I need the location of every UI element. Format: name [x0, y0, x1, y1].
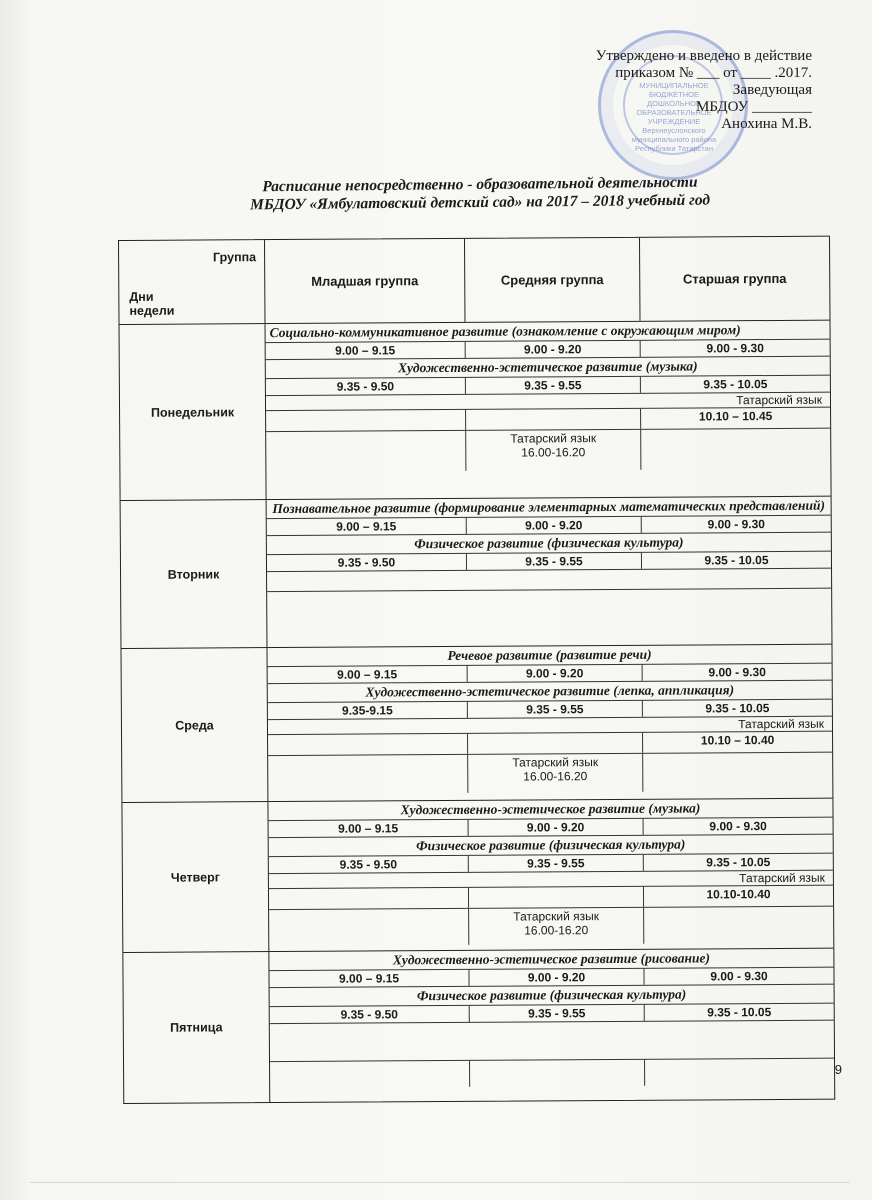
- header-days-label-1: Дни: [129, 289, 154, 304]
- time-senior: 9.00 - 9.30: [709, 819, 767, 834]
- time-junior: 9.35 - 9.50: [270, 1006, 470, 1023]
- title-line-1: Расписание непосредственно - образовательной деятельности: [262, 173, 698, 196]
- tatar-afternoon-middle: [469, 908, 644, 945]
- header-corner-cell: [119, 240, 266, 324]
- empty-cell: [268, 734, 468, 755]
- approval-block: [552, 48, 812, 133]
- empty-cell: [641, 429, 830, 470]
- document-title: [120, 172, 840, 216]
- day-block-monday: [120, 321, 831, 501]
- tatar-afternoon-row: [269, 907, 833, 946]
- header-junior-group: Младшая группа: [265, 239, 466, 323]
- header-middle-group: Средняя группа: [465, 238, 641, 322]
- empty-cell: [266, 410, 466, 431]
- day-rows-friday: [269, 949, 834, 1102]
- empty-cell: [269, 888, 469, 909]
- time-senior: 9.35 - 10.05: [707, 1005, 772, 1020]
- time-junior: 9.35-9.15: [268, 702, 468, 719]
- time-senior: 9.00 - 9.30: [706, 341, 764, 356]
- empty-row: [267, 589, 831, 612]
- time-middle: 9.00 - 9.20: [469, 819, 644, 836]
- activity-name: Художественно-эстетическое развитие (музыка): [400, 800, 701, 818]
- approval-line-3: Заведующая: [732, 82, 812, 98]
- time-junior: 9.35 - 9.50: [269, 856, 469, 873]
- tatar-afternoon-time: 16.00-16.20: [523, 769, 588, 784]
- time-middle: 9.35 - 9.55: [468, 701, 643, 718]
- time-senior: 9.00 - 9.30: [707, 517, 765, 532]
- day-block-friday: [123, 949, 834, 1103]
- time-junior: 9.00 – 9.15: [269, 820, 469, 837]
- day-name-wednesday: Среда: [121, 648, 268, 802]
- day-block-wednesday: [121, 645, 832, 803]
- header-senior-group: Старшая группа: [682, 270, 787, 287]
- empty-cell: [466, 409, 641, 430]
- approval-line-2: приказом № ___ от ____ .2017.: [615, 65, 812, 81]
- activity-name: Физическое развитие (физическая культура): [416, 986, 687, 1004]
- time-middle: 9.35 - 9.55: [467, 553, 642, 570]
- title-line-2: МБДОУ «Ямбулатовский детский сад» на 2017 – 2018 учебный год: [250, 191, 711, 214]
- time-senior: 9.35 - 10.05: [703, 377, 768, 392]
- time-senior: 9.35 - 10.05: [706, 855, 771, 870]
- tatar-afternoon-label: Татарский язык: [512, 755, 599, 770]
- tatar-label: Татарский язык: [738, 716, 825, 732]
- time-junior: 9.35 - 9.50: [267, 554, 467, 571]
- tatar-afternoon-middle: [466, 430, 641, 471]
- activity-name: Социально-коммуникативное развитие (ознакомление с окружающим миром): [269, 322, 741, 341]
- header-group-label: Группа: [212, 250, 257, 265]
- time-junior: 9.00 – 9.15: [266, 342, 466, 359]
- page-number: 9: [834, 1062, 842, 1077]
- time-junior: 9.00 – 9.15: [268, 666, 468, 683]
- day-rows-tuesday: [267, 497, 832, 647]
- approval-line-1: Утверждено и введено в действие: [595, 48, 812, 64]
- table-header: [119, 237, 829, 325]
- time-middle: 9.00 - 9.20: [467, 517, 642, 534]
- schedule-table: [118, 236, 835, 1104]
- approval-line-4: МБДОУ ________: [696, 99, 812, 115]
- day-block-thursday: [122, 799, 833, 953]
- time-junior: 9.00 – 9.15: [269, 970, 469, 987]
- empty-cell: [643, 753, 832, 792]
- empty-cell: [270, 1061, 470, 1088]
- empty-cell: [266, 431, 466, 472]
- empty-cell: [644, 907, 833, 944]
- tatar-time-senior: 10.10 – 10.40: [700, 733, 775, 748]
- empty-split-row: [270, 1059, 834, 1088]
- time-senior: 9.00 - 9.30: [708, 665, 766, 680]
- activity-name: Художественно-эстетическое развитие (рисование): [392, 950, 710, 968]
- tatar-label: Татарский язык: [736, 392, 823, 408]
- time-middle: 9.35 - 9.55: [466, 377, 641, 394]
- tatar-afternoon-label: Татарский язык: [513, 909, 600, 924]
- empty-cell: [470, 1060, 645, 1087]
- tatar-label: Татарский язык: [739, 870, 825, 886]
- activity-name: Физическое развитие (физическая культура): [416, 836, 686, 854]
- empty-row: [270, 1021, 834, 1062]
- time-junior: 9.35 - 9.50: [266, 378, 466, 395]
- day-rows-wednesday: [267, 645, 832, 801]
- day-name-friday: Пятница: [123, 952, 270, 1103]
- empty-cell: [468, 733, 643, 754]
- activity-name: Познавательное развитие (формирование элементарных математических представлений): [272, 497, 826, 517]
- empty-cell: [268, 755, 468, 794]
- activity-name: Физическое развитие (физическая культура): [414, 534, 684, 552]
- tatar-afternoon-time: 16.00-16.20: [524, 923, 589, 938]
- activity-name: Речевое развитие (развитие речи): [447, 646, 652, 663]
- empty-cell: [269, 909, 469, 946]
- tatar-time-senior: 10.10 – 10.45: [698, 409, 773, 424]
- empty-cell: [469, 887, 644, 908]
- day-rows-monday: [266, 321, 831, 499]
- time-senior: 9.35 - 10.05: [705, 701, 770, 716]
- day-block-tuesday: [121, 497, 832, 649]
- day-name-tuesday: Вторник: [121, 500, 268, 648]
- time-middle: 9.00 - 9.20: [469, 969, 644, 986]
- tatar-afternoon-label: Татарский язык: [510, 431, 597, 446]
- tatar-afternoon-row: [266, 429, 830, 472]
- day-rows-thursday: [268, 799, 833, 951]
- day-name-thursday: Четверг: [122, 802, 269, 952]
- approval-line-5: Анохина М.В.: [721, 116, 812, 132]
- tatar-afternoon-row: [268, 753, 832, 794]
- time-middle: 9.00 - 9.20: [468, 665, 643, 682]
- scan-fold-line: [30, 1182, 850, 1183]
- time-senior: 9.00 - 9.30: [710, 969, 768, 984]
- day-name-monday: Понедельник: [120, 324, 267, 500]
- header-days-label: [129, 290, 174, 318]
- time-senior: 9.35 - 10.05: [704, 553, 769, 568]
- tatar-afternoon-middle: [468, 754, 643, 793]
- time-middle: 9.35 - 9.55: [470, 1005, 645, 1022]
- time-middle: 9.00 - 9.20: [466, 341, 641, 358]
- tatar-time-senior: 10.10-10.40: [706, 887, 771, 902]
- time-junior: 9.00 – 9.15: [267, 518, 467, 535]
- tatar-afternoon-time: 16.00-16.20: [521, 445, 586, 460]
- activity-name: Художественно-эстетическое развитие (лепка, аппликация): [365, 682, 735, 700]
- time-middle: 9.35 - 9.55: [469, 855, 644, 872]
- empty-cell: [645, 1059, 834, 1086]
- stamp-text: МУНИЦИПАЛЬНОЕ БЮДЖЕТНОЕ ДОШКОЛЬНОЕ ОБРАЗОВАТЕЛЬНОЕ УЧРЕЖДЕНИЕ Верхнеуслонского муниципального района Республики Татарстан: [631, 81, 717, 153]
- header-days-label-2: недели: [129, 303, 175, 318]
- activity-name: Художественно-эстетическое развитие (музыка): [397, 358, 698, 376]
